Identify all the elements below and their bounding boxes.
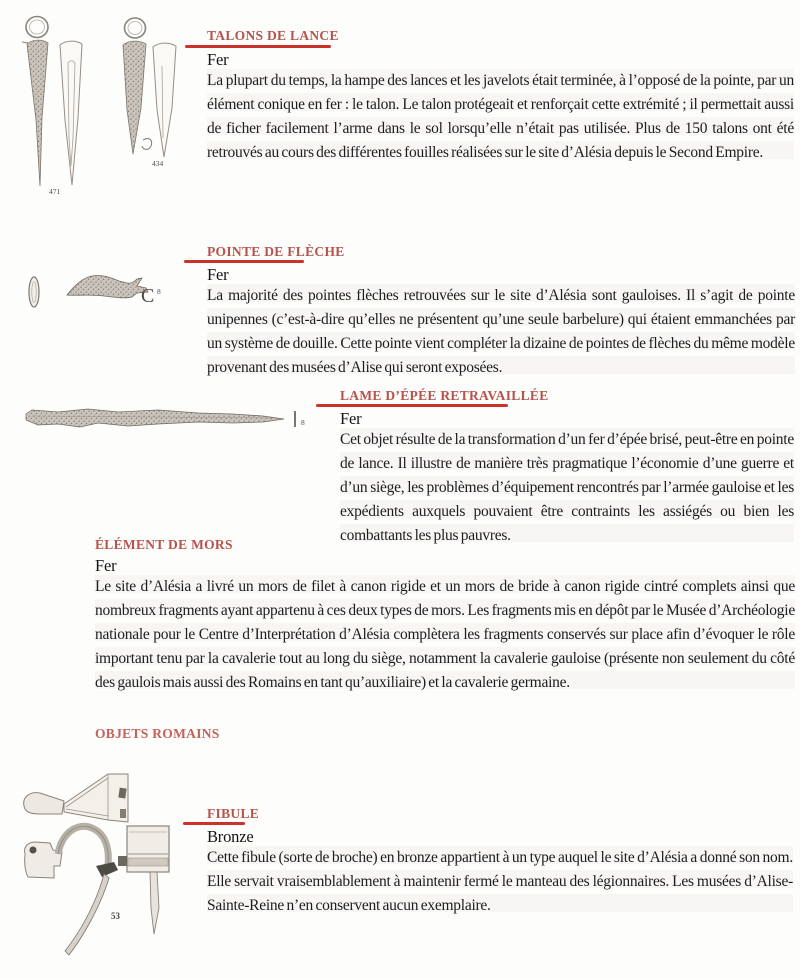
- section-body-mors: Le site d’Alésia a livré un mors de filet à canon rigide et un mors de bride à canon rigide cintré complets ainsi que nombreux fragments ayant appartenu à ces deux types de mors. Les fragments mis en dépôt par le Musée d’Archéologie nationale pour le Centre d’Interprétation d’Alésia complètera les fragments conservés sur place afin d’évoquer le rôle important tenu par la cavalerie tout au long du siège, notamment la cavalerie gauloise (présente non seulement du côté des gaulois mais aussi des Romains en tant qu’auxiliaire) et la cavalerie germaine.: [95, 575, 795, 695]
- material-label-mors: Fer: [95, 556, 117, 575]
- material-label-talons: Fer: [207, 50, 229, 69]
- material-label-fleche: Fer: [207, 265, 229, 284]
- material-label-fibule: Bronze: [207, 827, 254, 846]
- section-body-fleche: La majorité des pointes flèches retrouvées sur le site d’Alésia sont gauloises. Il s’agit de pointe unipennes (c’est-à-dire qu’elles ne présentent qu’une seule barbelure) qui étaient emmanchées par un système de douille. Cette pointe vient compléter la dizaine de pointes de flèches du même modèle provenant des musées d’Alise qui seront exposées.: [207, 284, 795, 380]
- figure-number-blade: 8: [301, 418, 305, 427]
- red-underline-fibule: [183, 822, 245, 825]
- section-body-talons: La plupart du temps, la hampe des lances et les javelots était terminée, à l’opposé de la pointe, par un élément conique en fer : le talon. Le talon protégeait et renforçait cette extrémité ; il permettait aussi de ficher facilement l’arme dans le sol lorsqu’elle n’était pas utilisée. Plus de 150 talons ont été retrouvés au cours des différentes fouilles réalisées sur le site d’Alésia depuis le Second Empire.: [207, 69, 794, 165]
- section-title-mors: ÉLÉMENT DE MORS: [95, 537, 233, 552]
- arrowhead-drawing: [20, 266, 170, 314]
- section-title-fibule: FIBULE: [207, 806, 260, 821]
- sword-blade-drawing: [18, 400, 308, 438]
- section-body-lame: Cet objet résulte de la transformation d’un fer d’épée brisé, peut-être en pointe de lance. Il illustre de manière très pragmatique l’économie d’une guerre et d’un siège, les problèmes d’équipement rencontrés par l’armée gauloise et les expédients auxquels pouvaient être contraints les assiégés ou bien les combattants les plus pauvres.: [340, 428, 794, 548]
- figure-number-arrowhead: 8: [157, 287, 161, 296]
- section-title-talons: TALONS DE LANCE: [207, 28, 339, 43]
- red-underline-lame: [316, 404, 508, 407]
- section-title-fleche: POINTE DE FLÈCHE: [207, 244, 345, 259]
- section-title-lame: LAME D’ÉPÉE RETRAVAILLÉE: [340, 388, 549, 403]
- figure-number-left: 471: [49, 187, 61, 196]
- spear-butts-drawing: [15, 8, 185, 200]
- fibula-drawing: [10, 762, 185, 970]
- figure-number-right: 434: [152, 159, 164, 168]
- group-heading-objets-romains: OBJETS ROMAINS: [95, 726, 220, 741]
- section-body-fibule: Cette fibule (sorte de broche) en bronze appartient à un type auquel le site d’Alésia a donné son nom. Elle servait vraisemblablement à maintenir fermé le manteau des légionnaires. Les musées d’Alise-Sainte-Reine n’en conservent aucun exemplaire.: [207, 846, 793, 918]
- socket-section-letter: C: [141, 285, 155, 307]
- red-underline-fleche: [184, 260, 304, 263]
- figure-number-fibula: 53: [111, 911, 120, 921]
- material-label-lame: Fer: [340, 409, 362, 428]
- red-underline-talons: [185, 45, 331, 48]
